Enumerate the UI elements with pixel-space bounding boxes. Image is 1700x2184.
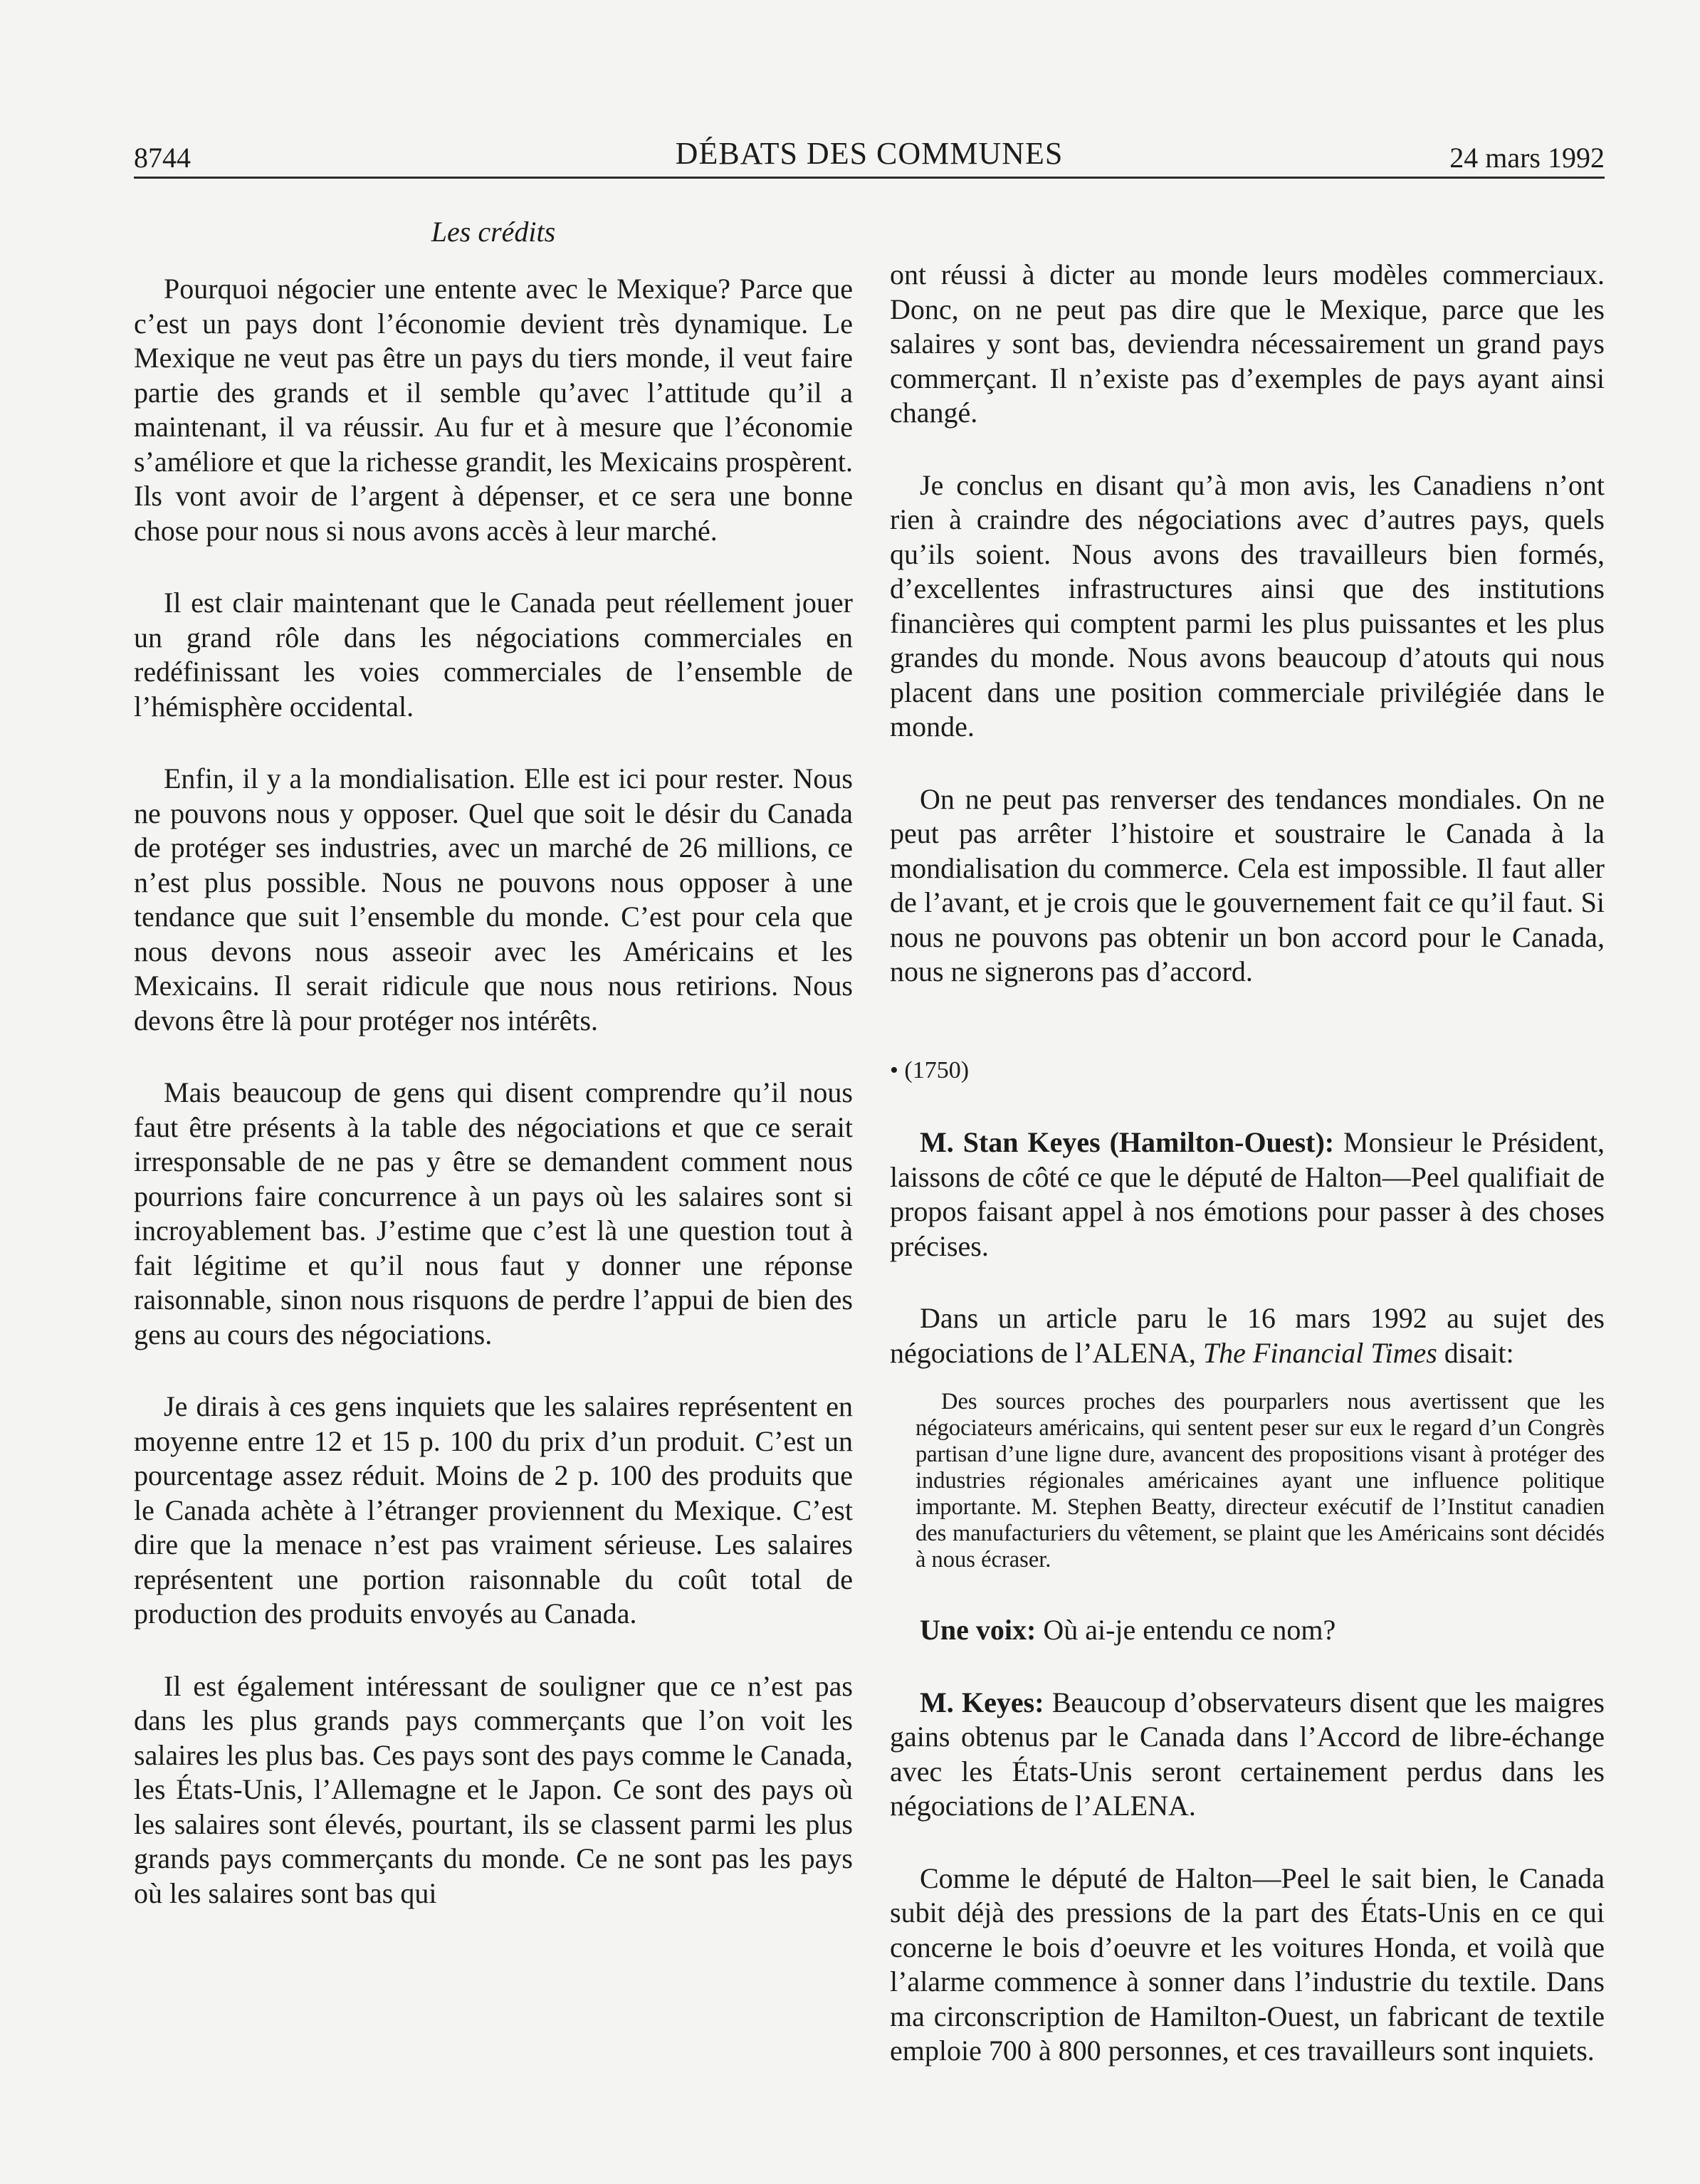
section-title: Les crédits	[431, 216, 556, 248]
block-quote: Des sources proches des pourparlers nous avertissent que les négociateurs américains, qui sentent peser sur eux le regard d’un Congrès partisan d’une ligne dure, avancent des propositions visant à protéger des industries régionales américaines ayant une influence politique importante. M. Stephen Beatty, directeur exécutif de l’Institut canadien des manufacturiers du vêtement, se plaint que les Américains sont décidés à nous écraser.	[915, 1389, 1605, 1573]
paragraph: Enfin, il y a la mondialisation. Elle est ici pour rester. Nous ne pouvons nous y opposer. Quel que soit le désir du Canada de protéger ses industries, avec un marché de 26 millions, ce n’est plus possible. Nous ne pouvons nous opposer à une tendance que suit l’ensemble du monde. C’est pour cela que nous devons nous asseoir avec les Américains et les Mexicains. Il serait ridicule que nous nous retirions. Nous devons être là pour protéger nos intérêts.	[134, 762, 853, 1036]
article-source: The Financial Times	[1202, 1336, 1437, 1369]
page-header	[134, 137, 1605, 179]
left-column	[134, 215, 853, 1911]
publication-title: DÉBATS DES COMMUNES	[675, 136, 1064, 171]
page-number: 8744	[134, 142, 191, 174]
speaker-name: M. Stan Keyes (Hamilton-Ouest):	[920, 1126, 1335, 1158]
speaker-name: M. Keyes:	[920, 1686, 1044, 1718]
speech-voice	[890, 1613, 1605, 1648]
speech-keyes	[890, 1125, 1605, 1264]
paragraph-continued: ont réussi à dicter au monde leurs modèles commerciaux. Donc, on ne peut pas dire que le Mexique, parce que les salaires y sont bas, deviendra nécessairement un grand pays commerçant. Il n’existe pas d’exemples de pays ayant ainsi changé.	[890, 258, 1605, 429]
paragraph: Il est clair maintenant que le Canada peut réellement jouer un grand rôle dans les négociations commerciales en redéfinissant les voies commerciales de l’ensemble de l’hémisphère occidental.	[134, 587, 853, 723]
article-tail: disait:	[1437, 1336, 1514, 1369]
paragraph: Je conclus en disant qu’à mon avis, les Canadiens n’ont rien à craindre des négociations avec d’autres pays, quels qu’ils soient. Nous avons des travailleurs bien formés, d’excellentes infrastructures ainsi que des institutions financières qui comptent parmi les plus puissantes et les plus grandes du monde. Nous avons beaucoup d’atouts qui nous placent dans une position commerciale privilégiée dans le monde.	[890, 468, 1605, 742]
speech-text: Monsieur le Président, laissons de côté ce que le député de Halton—Peel qualifiait de propos faisant appel à nos émotions pour passer à des choses précises.	[890, 1126, 1605, 1262]
paragraph: Mais beaucoup de gens qui disent comprendre qu’il nous faut être présents à la table des négociations et que ce serait irresponsable de ne pas y être se demandent comment nous pourrions faire concurrence à un pays où les salaires sont si incroyablement bas. J’estime que c’est là une question tout à fait légitime et qu’il nous faut y donner une réponse raisonnable, sinon nous risquons de perdre l’appui de bien des gens au cours des négociations.	[134, 1076, 853, 1350]
article-intro: Dans un article paru le 16 mars 1992 au sujet des négociations de l’ALENA,	[890, 1302, 1605, 1369]
speech-text: Beaucoup d’observateurs disent que les maigres gains obtenus par le Canada dans l’Accord de libre-échange avec les États-Unis seront certainement perdus dans les négociations de l’ALENA.	[890, 1686, 1605, 1822]
right-column	[890, 258, 1605, 2069]
timestamp: • (1750)	[890, 1056, 970, 1083]
page-date: 24 mars 1992	[1449, 142, 1605, 174]
speech-keyes-2	[890, 1686, 1605, 1824]
speaker-name: Une voix:	[920, 1614, 1037, 1646]
speech-text: Où ai-je entendu ce nom?	[1036, 1614, 1336, 1646]
paragraph: Il est également intéressant de souligner que ce n’est pas dans les plus grands pays commerçants que l’on voit les salaires les plus bas. Ces pays sont des pays comme le Canada, les États-Unis, l’Allemagne et le Japon. Ce sont des pays où les salaires sont élevés, pourtant, ils se classent parmi les plus grands pays commerçants du monde. Ce ne sont pas les pays où les salaires sont bas qui	[134, 1669, 853, 1909]
paragraph: Je dirais à ces gens inquiets que les salaires représentent en moyenne entre 12 et 15 p. 100 du prix d’un produit. C’est un pourcentage assez réduit. Moins de 2 p. 100 des produits que le Canada achète à l’étranger proviennent du Mexique. C’est dire que la menace n’est pas vraiment sérieuse. Les salaires représentent une portion raisonnable du coût total de production des produits envoyés au Canada.	[134, 1390, 853, 1629]
paragraph: On ne peut pas renverser des tendances mondiales. On ne peut pas arrêter l’histoire et soustraire le Canada à la mondialisation du commerce. Cela est impossible. Il faut aller de l’avant, et je crois que le gouvernement fait ce qu’il faut. Si nous ne pouvons pas obtenir un bon accord pour le Canada, nous ne signerons pas d’accord.	[890, 782, 1605, 987]
paragraph-article	[890, 1301, 1605, 1370]
header-rule	[134, 177, 1605, 179]
paragraph: Comme le député de Halton—Peel le sait bien, le Canada subit déjà des pressions de la part des États-Unis en ce qui concerne le bois d’oeuvre et les voitures Honda, et voilà que l’alarme commence à sonner dans l’industrie du textile. Dans ma circonscription de Hamilton-Ouest, un fabricant de textile emploie 700 à 800 personnes, et ces travailleurs sont inquiets.	[890, 1862, 1605, 2067]
paragraph: Pourquoi négocier une entente avec le Mexique? Parce que c’est un pays dont l’économie devient très dynamique. Le Mexique ne veut pas être un pays du tiers monde, il veut faire partie des grands et il semble qu’avec l’attitude qu’il a maintenant, il va réussir. Au fur et à mesure que l’économie s’améliore et que la richesse grandit, les Mexicains prospèrent. Ils vont avoir de l’argent à dépenser, et ce sera une bonne chose pour nous si nous avons accès à leur marché.	[134, 273, 853, 547]
